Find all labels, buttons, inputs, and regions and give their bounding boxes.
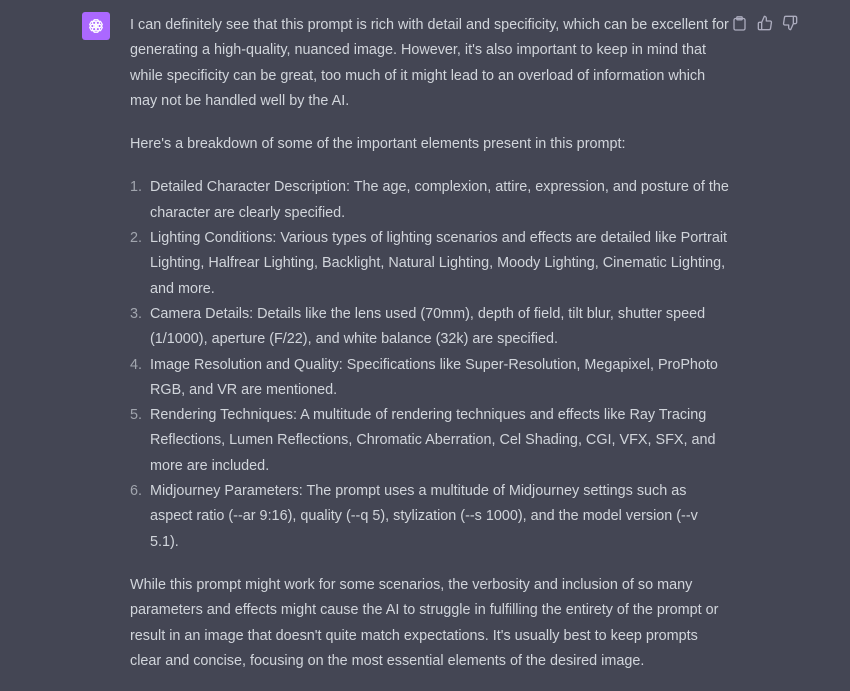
list-item-text: Detailed Character Description: The age, complexion, attire, expression, and posture of the character are clearly specified. <box>150 179 729 221</box>
list-item-text: Lighting Conditions: Various types of lighting scenarios and effects are detailed like Portrait Lighting, Halfrear Lighting, Backlight, Natural Lighting, Moody Lighting, Cinematic Lighting, and more. <box>150 230 728 297</box>
list-item-text: Midjourney Parameters: The prompt uses a multitude of Midjourney settings such as aspect ratio (--ar 9:16), quality (--q 5), stylization (--s 1000), and the model version (--v 5.1). <box>150 483 698 550</box>
message-conclusion: While this prompt might work for some scenarios, the verbosity and inclusion of so many parameters and effects might cause the AI to struggle in fulfilling the entirety of the prompt or result in an image that doesn't quite match expectations. It's usually best to keep prompts clear and concise, focusing on the most essential elements of the desired image. <box>130 576 719 669</box>
message-lead: Here's a breakdown of some of the important elements present in this prompt: <box>130 136 626 153</box>
message-intro: I can definitely see that this prompt is rich with detail and specificity, which can be excellent for generating a high-quality, nuanced image. However, it's also important to keep in mind that while specificity can be great, too much of it might lead to an overload of information which may not be handled well by the AI. <box>130 17 729 109</box>
list-item-number: 6. <box>130 483 143 500</box>
thumbs-up-button[interactable] <box>756 14 773 32</box>
list-item <box>130 175 730 226</box>
list-item <box>130 302 730 353</box>
list-item-number: 5. <box>130 407 143 424</box>
list-item-text: Image Resolution and Quality: Specifications like Super-Resolution, Megapixel, ProPhoto RGB, and VR are mentioned. <box>150 356 718 398</box>
message-actions <box>731 14 798 32</box>
list-item-number: 3. <box>130 305 143 322</box>
assistant-avatar <box>82 12 110 40</box>
list-item <box>130 226 730 302</box>
thumbs-down-icon <box>782 15 798 31</box>
list-item-number: 4. <box>130 356 143 373</box>
clipboard-icon <box>733 16 746 31</box>
list-item <box>130 353 730 404</box>
list-item-text: Rendering Techniques: A multitude of rendering techniques and effects like Ray Tracing Reflections, Lumen Reflections, Chromatic Aberration, Cel Shading, CGI, VFX, SFX, and more are included. <box>150 407 716 474</box>
openai-logo-icon <box>86 16 106 36</box>
list-item-number: 1. <box>130 179 143 196</box>
breakdown-list <box>130 175 730 554</box>
list-item-number: 2. <box>130 230 143 247</box>
list-item-text: Camera Details: Details like the lens used (70mm), depth of field, tilt blur, shutter speed (1/1000), aperture (F/22), and white balance (32k) are specified. <box>150 305 706 348</box>
thumbs-down-button[interactable] <box>781 14 798 32</box>
list-item <box>130 479 730 555</box>
assistant-message <box>130 13 730 691</box>
thumbs-up-icon <box>757 15 773 31</box>
list-item <box>130 403 730 479</box>
copy-button[interactable] <box>731 14 748 32</box>
